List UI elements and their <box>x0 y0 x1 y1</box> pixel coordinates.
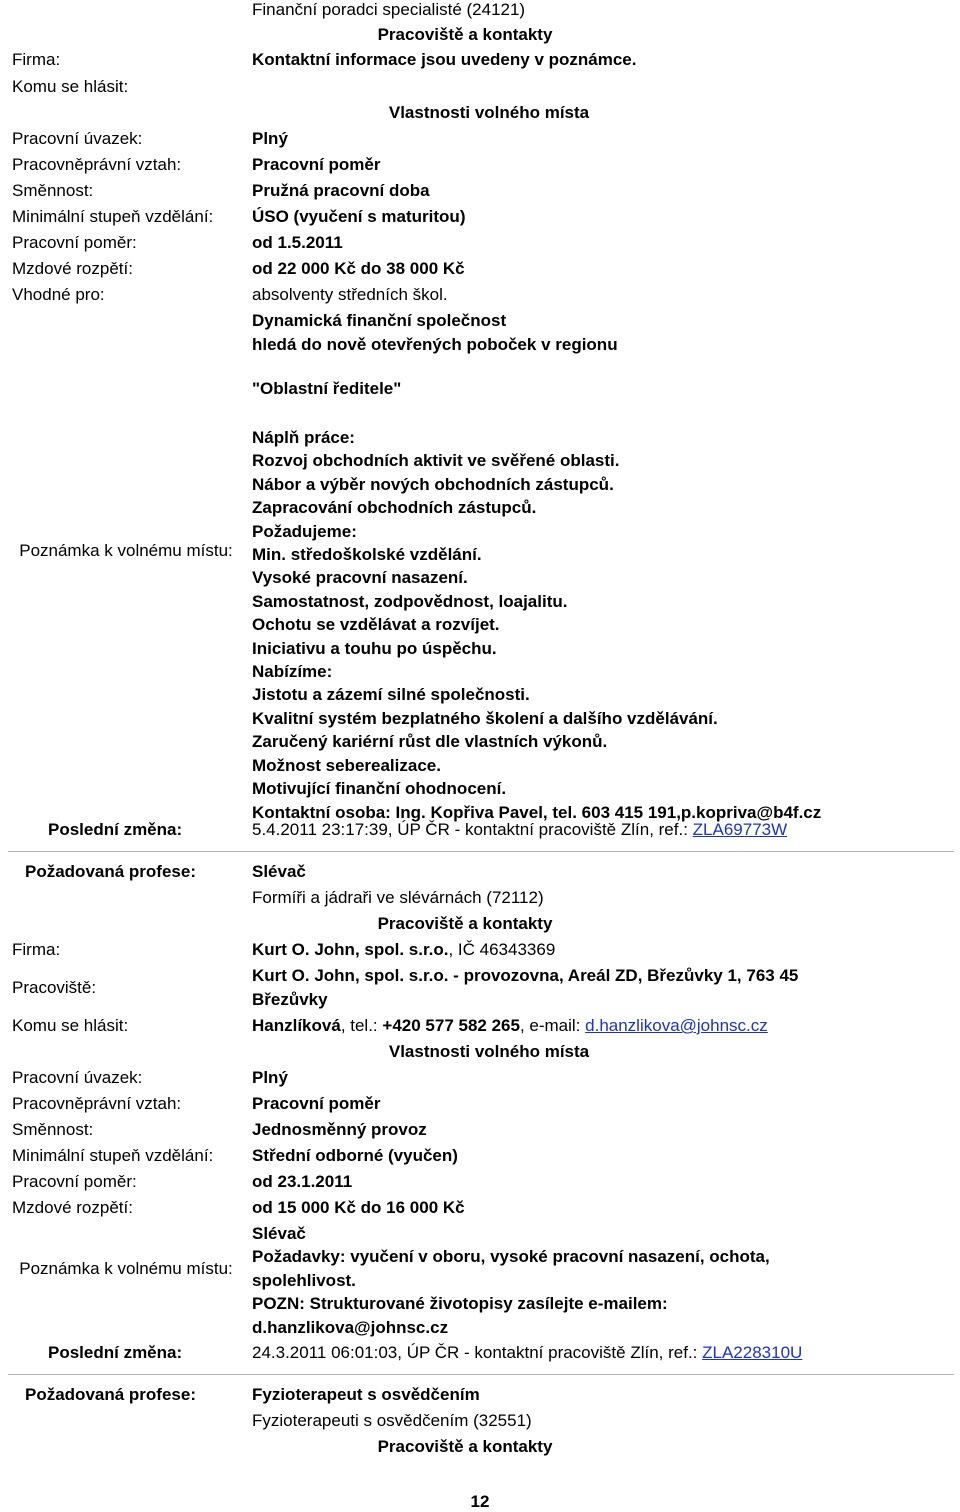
workplace-label: Pracoviště: <box>12 978 97 997</box>
note-line: Slévač <box>252 1224 306 1243</box>
start-date-value: od 23.1.2011 <box>252 1172 353 1191</box>
entry-separator <box>8 1374 954 1375</box>
education-label: Minimální stupeň vzdělání: <box>12 207 214 226</box>
note-text <box>252 1222 770 1339</box>
shift-label: Směnnost: <box>12 181 94 200</box>
profession-category: Formíři a jádraři ve slévárnách (72112) <box>252 888 544 907</box>
note-line: Samostatnost, zodpovědnost, loajalitu. <box>252 591 568 611</box>
note-line: Požadujeme: <box>252 521 357 541</box>
note-label: Poznámka k volnému místu: <box>19 541 233 560</box>
employment-relation-value: Pracovní poměr <box>252 155 381 174</box>
contact-mail-prefix: , e-mail: <box>519 1016 586 1035</box>
start-date-label: Pracovní poměr: <box>12 233 137 252</box>
contact-phone: +420 577 582 265 <box>382 1016 520 1035</box>
salary-label: Mzdové rozpětí: <box>12 259 133 278</box>
workload-value: Plný <box>252 1068 288 1087</box>
contact-label: Komu se hlásit: <box>12 1016 129 1035</box>
profession-label: Požadovaná profese: <box>25 1385 196 1404</box>
contact-label: Komu se hlásit: <box>12 77 129 96</box>
start-date-value: od 1.5.2011 <box>252 233 343 252</box>
page-number: 12 <box>470 1492 490 1511</box>
workplace-heading: Pracoviště a kontakty <box>377 1437 553 1456</box>
position-title: "Oblastní ředitele" <box>252 379 402 398</box>
last-change-label: Poslední změna: <box>48 1343 183 1362</box>
firm-name: Kurt O. John, spol. s.r.o. <box>252 940 449 959</box>
contact-tel-prefix: , tel.: <box>340 1016 383 1035</box>
note-line: Nábor a výběr nových obchodních zástupců. <box>252 474 614 494</box>
note-line: Kontaktní osoba: Ing. Kopřiva Pavel, tel. 603 415 191,p.kopriva@b4f.cz <box>252 802 822 822</box>
note-line: Vysoké pracovní nasazení. <box>252 568 468 588</box>
firm-ic: , IČ 46343369 <box>448 940 556 959</box>
note-line: Ochotu se vzdělávat a rozvíjet. <box>252 615 500 635</box>
note-line: Min. středoškolské vzdělání. <box>252 545 482 565</box>
workload-value: Plný <box>252 129 288 148</box>
contact-name: Hanzlíková <box>252 1016 341 1035</box>
note-line: Možnost seberealizace. <box>252 755 441 775</box>
profession-category: Fyzioterapeuti s osvědčením (32551) <box>252 1411 532 1430</box>
shift-value: Jednosměnný provoz <box>252 1120 427 1139</box>
firm-value: Kontaktní informace jsou uvedeny v poznámce. <box>252 50 637 69</box>
note-label: Poznámka k volnému místu: <box>19 1259 233 1278</box>
workload-label: Pracovní úvazek: <box>12 129 143 148</box>
last-change-text: 5.4.2011 23:17:39, ÚP ČR - kontaktní pracoviště Zlín, ref.: <box>252 820 693 839</box>
workplace-heading: Pracoviště a kontakty <box>377 25 553 44</box>
education-value: Střední odborné (vyučen) <box>252 1146 458 1165</box>
profession-value: Fyzioterapeut s osvědčením <box>252 1385 480 1404</box>
properties-heading: Vlastnosti volného místa <box>388 103 590 122</box>
intro-line: Dynamická finanční společnost <box>252 311 507 330</box>
note-line: spolehlivost. <box>252 1270 356 1290</box>
note-line: POZN: Strukturované životopisy zasílejte e-mailem: <box>252 1294 668 1314</box>
employment-relation-label: Pracovněprávní vztah: <box>12 1094 182 1113</box>
firm-label: Firma: <box>12 940 61 959</box>
note-line: Jistotu a zázemí silné společnosti. <box>252 685 530 705</box>
workplace-address: Březůvky <box>252 990 328 1009</box>
salary-label: Mzdové rozpětí: <box>12 1198 133 1217</box>
shift-value: Pružná pracovní doba <box>252 181 430 200</box>
education-value: ÚSO (vyučení s maturitou) <box>252 207 466 226</box>
intro-line: hledá do nově otevřených poboček v regionu <box>252 335 618 354</box>
firm-label: Firma: <box>12 50 61 69</box>
workplace-heading: Pracoviště a kontakty <box>377 914 553 933</box>
note-line: Motivující finanční ohodnocení. <box>252 779 507 799</box>
contact-email-link[interactable]: d.hanzlikova@johnsc.cz <box>585 1016 768 1035</box>
suitable-for-label: Vhodné pro: <box>12 285 105 304</box>
profession-value: Slévač <box>252 862 306 881</box>
education-label: Minimální stupeň vzdělání: <box>12 1146 214 1165</box>
note-line: Zapracování obchodních zástupců. <box>252 498 537 518</box>
note-line: Zaručený kariérní růst dle vlastních výkonů. <box>252 732 608 752</box>
salary-value: od 22 000 Kč do 38 000 Kč <box>252 259 465 278</box>
employment-relation-value: Pracovní poměr <box>252 1094 381 1113</box>
note-line: Rozvoj obchodních aktivit ve svěřené oblasti. <box>252 451 620 471</box>
note-line: Náplň práce: <box>252 428 355 447</box>
note-line: d.hanzlikova@johnsc.cz <box>252 1317 449 1337</box>
last-change-text: 24.3.2011 06:01:03, ÚP ČR - kontaktní pracoviště Zlín, ref.: <box>252 1343 703 1362</box>
contact-value <box>252 1016 768 1036</box>
properties-heading: Vlastnosti volného místa <box>388 1042 590 1061</box>
last-change-value <box>252 1343 802 1363</box>
note-line: Kvalitní systém bezplatného školení a dalšího vzdělávání. <box>252 708 718 728</box>
note-line: Iniciativu a touhu po úspěchu. <box>252 638 497 658</box>
suitable-for-value: absolventy středních škol. <box>252 285 448 304</box>
workplace-address: Kurt O. John, spol. s.r.o. - provozovna, Areál ZD, Březůvky 1, 763 45 <box>252 966 799 985</box>
salary-value: od 15 000 Kč do 16 000 Kč <box>252 1198 465 1217</box>
note-line: Nabízíme: <box>252 662 333 682</box>
employment-relation-label: Pracovněprávní vztah: <box>12 155 182 174</box>
last-change-value <box>252 820 787 840</box>
profession-label: Požadovaná profese: <box>25 862 196 881</box>
workload-label: Pracovní úvazek: <box>12 1068 143 1087</box>
last-change-label: Poslední změna: <box>48 820 183 839</box>
reference-link[interactable]: ZLA228310U <box>702 1343 803 1362</box>
reference-link[interactable]: ZLA69773W <box>692 820 788 839</box>
note-line: Požadavky: vyučení v oboru, vysoké pracovní nasazení, ochota, <box>252 1247 770 1267</box>
entry-separator <box>8 851 954 852</box>
profession-category: Finanční poradci specialisté (24121) <box>252 0 526 19</box>
firm-value <box>252 940 555 960</box>
start-date-label: Pracovní poměr: <box>12 1172 137 1191</box>
note-text <box>252 426 821 824</box>
shift-label: Směnnost: <box>12 1120 94 1139</box>
